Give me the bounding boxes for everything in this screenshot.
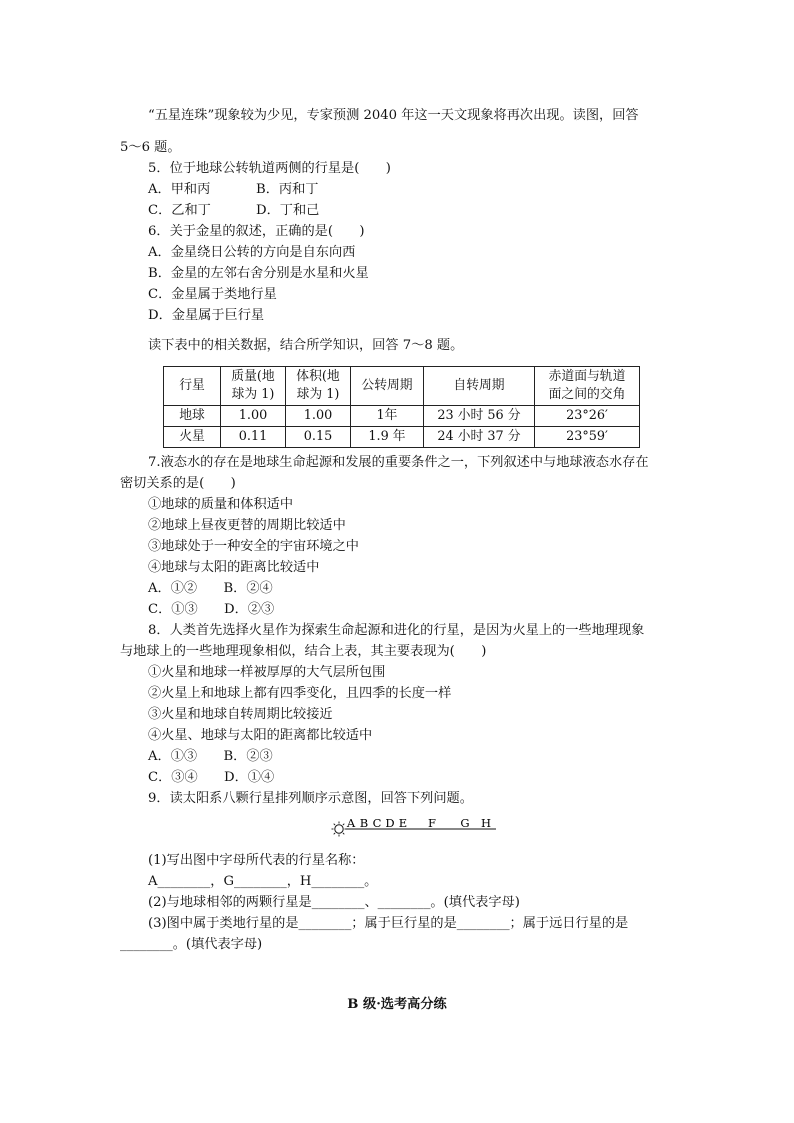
table-cell: 23 小时 56 分: [424, 406, 535, 427]
table-row: [164, 406, 640, 427]
q5-stem: 5．位于地球公转轨道两侧的行星是( ): [148, 161, 391, 176]
table-cell: 0.11: [221, 427, 286, 448]
header-planet: 行星: [179, 378, 205, 393]
q5-option-b: B．丙和丁: [256, 182, 319, 197]
table-cell: 24 小时 37 分: [424, 427, 535, 448]
section-b-title: B 级·选考高分练: [347, 997, 447, 1012]
q7-stem-line-1: 7.液态水的存在是地球生命起源和发展的重要条件之一，下列叙述中与地球液态水存在: [148, 455, 649, 470]
q5-option-c: C．乙和丁: [148, 203, 211, 218]
planet-labels: [346, 816, 491, 830]
solar-system-order-diagram: [326, 814, 498, 840]
q6-option-d: D．金星属于巨行星: [148, 308, 265, 323]
q8-stem-line-2: 与地球上的一些地理现象相似，结合上表，其主要表现为( ): [120, 644, 487, 659]
planet-label-d: D: [385, 816, 395, 830]
header-revolution: 公转周期: [361, 378, 413, 393]
q6-stem: 6．关于金星的叙述，正确的是( ): [148, 224, 365, 239]
planet-label-b: B: [359, 816, 369, 830]
header-volume: 体积(地 球为 1): [296, 369, 340, 402]
q9-stem: 9．读太阳系八颗行星排列顺序示意图，回答下列问题。: [148, 791, 473, 806]
q7-statement-3: ③地球处于一种安全的宇宙环境之中: [148, 539, 359, 554]
q8-statement-4: ④火星、地球与太阳的距离都比较适中: [148, 728, 373, 743]
q7-statement-1: ①地球的质量和体积适中: [148, 497, 294, 512]
q6-option-c: C．金星属于类地行星: [148, 287, 277, 302]
planet-label-c: C: [372, 816, 382, 830]
table-cell: 23°26′: [535, 406, 640, 427]
table-header-cell: [351, 367, 424, 406]
planet-label-g: G: [460, 816, 470, 830]
table-cell: 1.00: [221, 406, 286, 427]
planet-label-a: A: [346, 816, 356, 830]
q8-statement-2: ②火星上和地球上都有四季变化，且四季的长度一样: [148, 686, 452, 701]
planet-label-h: H: [480, 816, 492, 830]
planet-data-table: [163, 366, 640, 448]
q9-part-3-line-1: (3)图中属于类地行星的是________；属于巨行星的是________；属于远日行星的是: [148, 916, 629, 931]
table-header-cell: [424, 367, 535, 406]
q5-option-a: A．甲和丙: [148, 182, 211, 197]
sun-icon: [332, 822, 347, 837]
table-header-row: [164, 367, 640, 406]
q7-statement-2: ②地球上昼夜更替的周期比较适中: [148, 518, 346, 533]
q8-options-ab: A．①③ B．②③: [148, 749, 273, 764]
header-obliquity: 赤道面与轨道 面之间的交角: [548, 369, 626, 402]
intro-line-1: “五星连珠”现象较为少见，专家预测 2040 年这一天文现象将再次出现。读图，回答: [148, 108, 639, 123]
table-header-cell: [535, 367, 640, 406]
q7-statement-4: ④地球与太阳的距离比较适中: [148, 560, 320, 575]
planet-label-f: F: [428, 816, 436, 830]
header-mass: 质量(地 球为 1): [231, 369, 275, 402]
q8-statement-3: ③火星和地球自转周期比较接近: [148, 707, 333, 722]
q6-option-b: B．金星的左邻右舍分别是水星和火星: [148, 266, 369, 281]
header-rotation: 自转周期: [453, 378, 505, 393]
table-cell: 1年: [351, 406, 424, 427]
q6-option-a: A．金星绕日公转的方向是自东向西: [148, 245, 356, 260]
q8-options-cd: C．③④ D．①④: [148, 770, 275, 785]
q9-part-1: (1)写出图中字母所代表的行星名称：: [148, 853, 365, 868]
q7-options-cd: C．①③ D．②③: [148, 602, 275, 617]
q8-statement-1: ①火星和地球一样被厚厚的大气层所包围: [148, 665, 386, 680]
q7-options-ab: A．①② B．②④: [148, 581, 273, 596]
table-cell: 火星: [164, 427, 221, 448]
q9-part-3-line-2: ________。(填代表字母): [120, 937, 263, 952]
table-intro: 读下表中的相关数据，结合所学知识，回答 7～8 题。: [148, 338, 464, 353]
table-row: [164, 427, 640, 448]
table-cell: 23°59′: [535, 427, 640, 448]
q8-stem-line-1: 8．人类首先选择火星作为探索生命起源和进化的行星，是因为火星上的一些地理现象: [148, 623, 645, 638]
table-cell: 1.00: [286, 406, 351, 427]
intro-line-2: 5～6 题。: [120, 140, 181, 155]
table-cell: 1.9 年: [351, 427, 424, 448]
planet-label-e: E: [398, 816, 408, 830]
table-header-cell: [286, 367, 351, 406]
table-cell: 0.15: [286, 427, 351, 448]
q9-part-2: (2)与地球相邻的两颗行星是________、________。(填代表字母): [148, 895, 520, 910]
table-header-cell: [164, 367, 221, 406]
table-header-cell: [221, 367, 286, 406]
table-cell: 地球: [164, 406, 221, 427]
q5-option-d: D．丁和己: [256, 203, 320, 218]
q9-part-1-blanks: A________，G________，H________。: [148, 874, 378, 889]
q7-stem-line-2: 密切关系的是( ): [120, 476, 236, 491]
